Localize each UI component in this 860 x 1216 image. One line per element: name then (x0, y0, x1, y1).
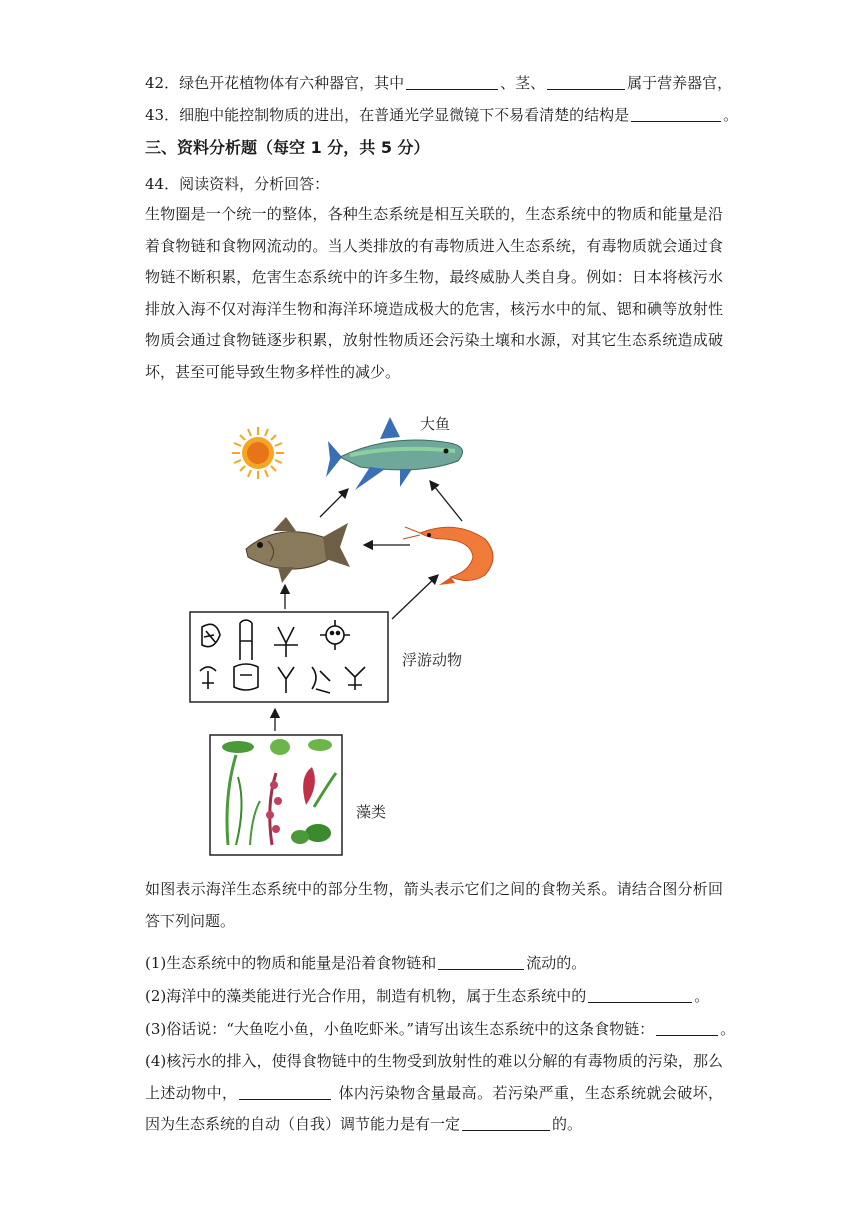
sub-question-1-text-1: (1)生态系统中的物质和能量是沿着食物链和 (145, 954, 437, 972)
sub-question-2-text-2: 。 (694, 987, 710, 1005)
answer-blank-44-3[interactable] (656, 1020, 718, 1036)
sub-question-1-text-2: 流动的。 (526, 954, 587, 972)
answer-blank-42-2[interactable] (547, 74, 625, 90)
answer-blank-44-1[interactable] (438, 954, 524, 970)
section-3-heading: 三、资料分析题（每空 1 分，共 5 分） (145, 138, 430, 157)
sub-question-4-text-1: (4)核污水的排入，使得食物链中的生物受到放射性的难以分解的有毒物质的污染，那么上述动物中， (145, 1052, 723, 1102)
plankton-box (190, 612, 388, 702)
figure-caption: 如图表示海洋生态系统中的部分生物，箭头表示它们之间的食物关系。请结合图分析回答下列问题。 (145, 880, 723, 930)
question-43-text-1: 43．细胞中能控制物质的进出，在普通光学显微镜下不易看清楚的结构是 (145, 106, 630, 124)
sub-question-2-text-1: (2)海洋中的藻类能进行光合作用，制造有机物，属于生态系统中的 (145, 987, 587, 1005)
arrow-shrimp-to-big-fish (430, 481, 462, 521)
algae-label: 藻类 (356, 803, 387, 821)
arrow-plankton-to-shrimp (392, 575, 438, 619)
question-43-text-2: 。 (723, 106, 739, 124)
question-42-text-3: 属于营养器官， (627, 74, 733, 92)
sub-question-3-text-2: 。 (720, 1020, 736, 1038)
question-42-text-1: 42．绿色开花植物体有六种器官，其中 (145, 74, 405, 92)
food-web-figure (180, 405, 510, 865)
small-fish-icon (246, 517, 350, 583)
sub-question-4-text-3: 的。 (552, 1115, 583, 1133)
question-42-text-2: 、茎、 (500, 74, 546, 92)
sub-question-1 (145, 953, 725, 973)
arrow-small-fish-to-big-fish (320, 489, 348, 517)
answer-blank-42-1[interactable] (406, 74, 498, 90)
food-web-diagram (180, 405, 510, 865)
question-44-intro: 44．阅读资料，分析回答： (145, 175, 330, 193)
big-fish-label: 大鱼 (420, 415, 451, 433)
answer-blank-44-4a[interactable] (239, 1084, 331, 1100)
answer-blank-44-4b[interactable] (462, 1115, 550, 1131)
shrimp-icon (403, 527, 493, 585)
answer-blank-44-2[interactable] (588, 987, 692, 1003)
sub-question-3-text-1: (3)俗话说：“大鱼吃小鱼，小鱼吃虾米。”请写出该生态系统中的这条食物链： (145, 1020, 655, 1038)
question-42 (145, 73, 733, 93)
sub-question-4 (145, 1046, 723, 1141)
reading-passage: 生物圈是一个统一的整体，各种生态系统是相互关联的，生态系统中的物质和能量是沿着食物链和食物网流动的。当人类排放的有毒物质进入生态系统，有毒物质就会通过食物链不断积累，危害生态系统中的许多生物，最终威胁人类自身。例如：日本将核污水排放入海不仅对海洋生物和海洋环境造成极大的危害，核污水中的氚、锶和碘等放射性物质会通过食物链逐步积累，放射性物质还会污染土壤和水源，对其它生态系统造成破坏，甚至可能导致生物多样性的减少。 (145, 205, 723, 381)
sub-question-3 (145, 1019, 736, 1039)
sub-question-4-text-2: 体内污染物含量最高。若污染严重，生态系统就会破坏，因为生态系统的自动（自我）调节能力是有一定 (145, 1083, 723, 1133)
sub-question-2 (145, 986, 725, 1006)
plankton-label: 浮游动物 (402, 651, 463, 669)
sun-icon (232, 427, 284, 479)
answer-blank-43[interactable] (631, 106, 721, 122)
question-43 (145, 105, 739, 125)
